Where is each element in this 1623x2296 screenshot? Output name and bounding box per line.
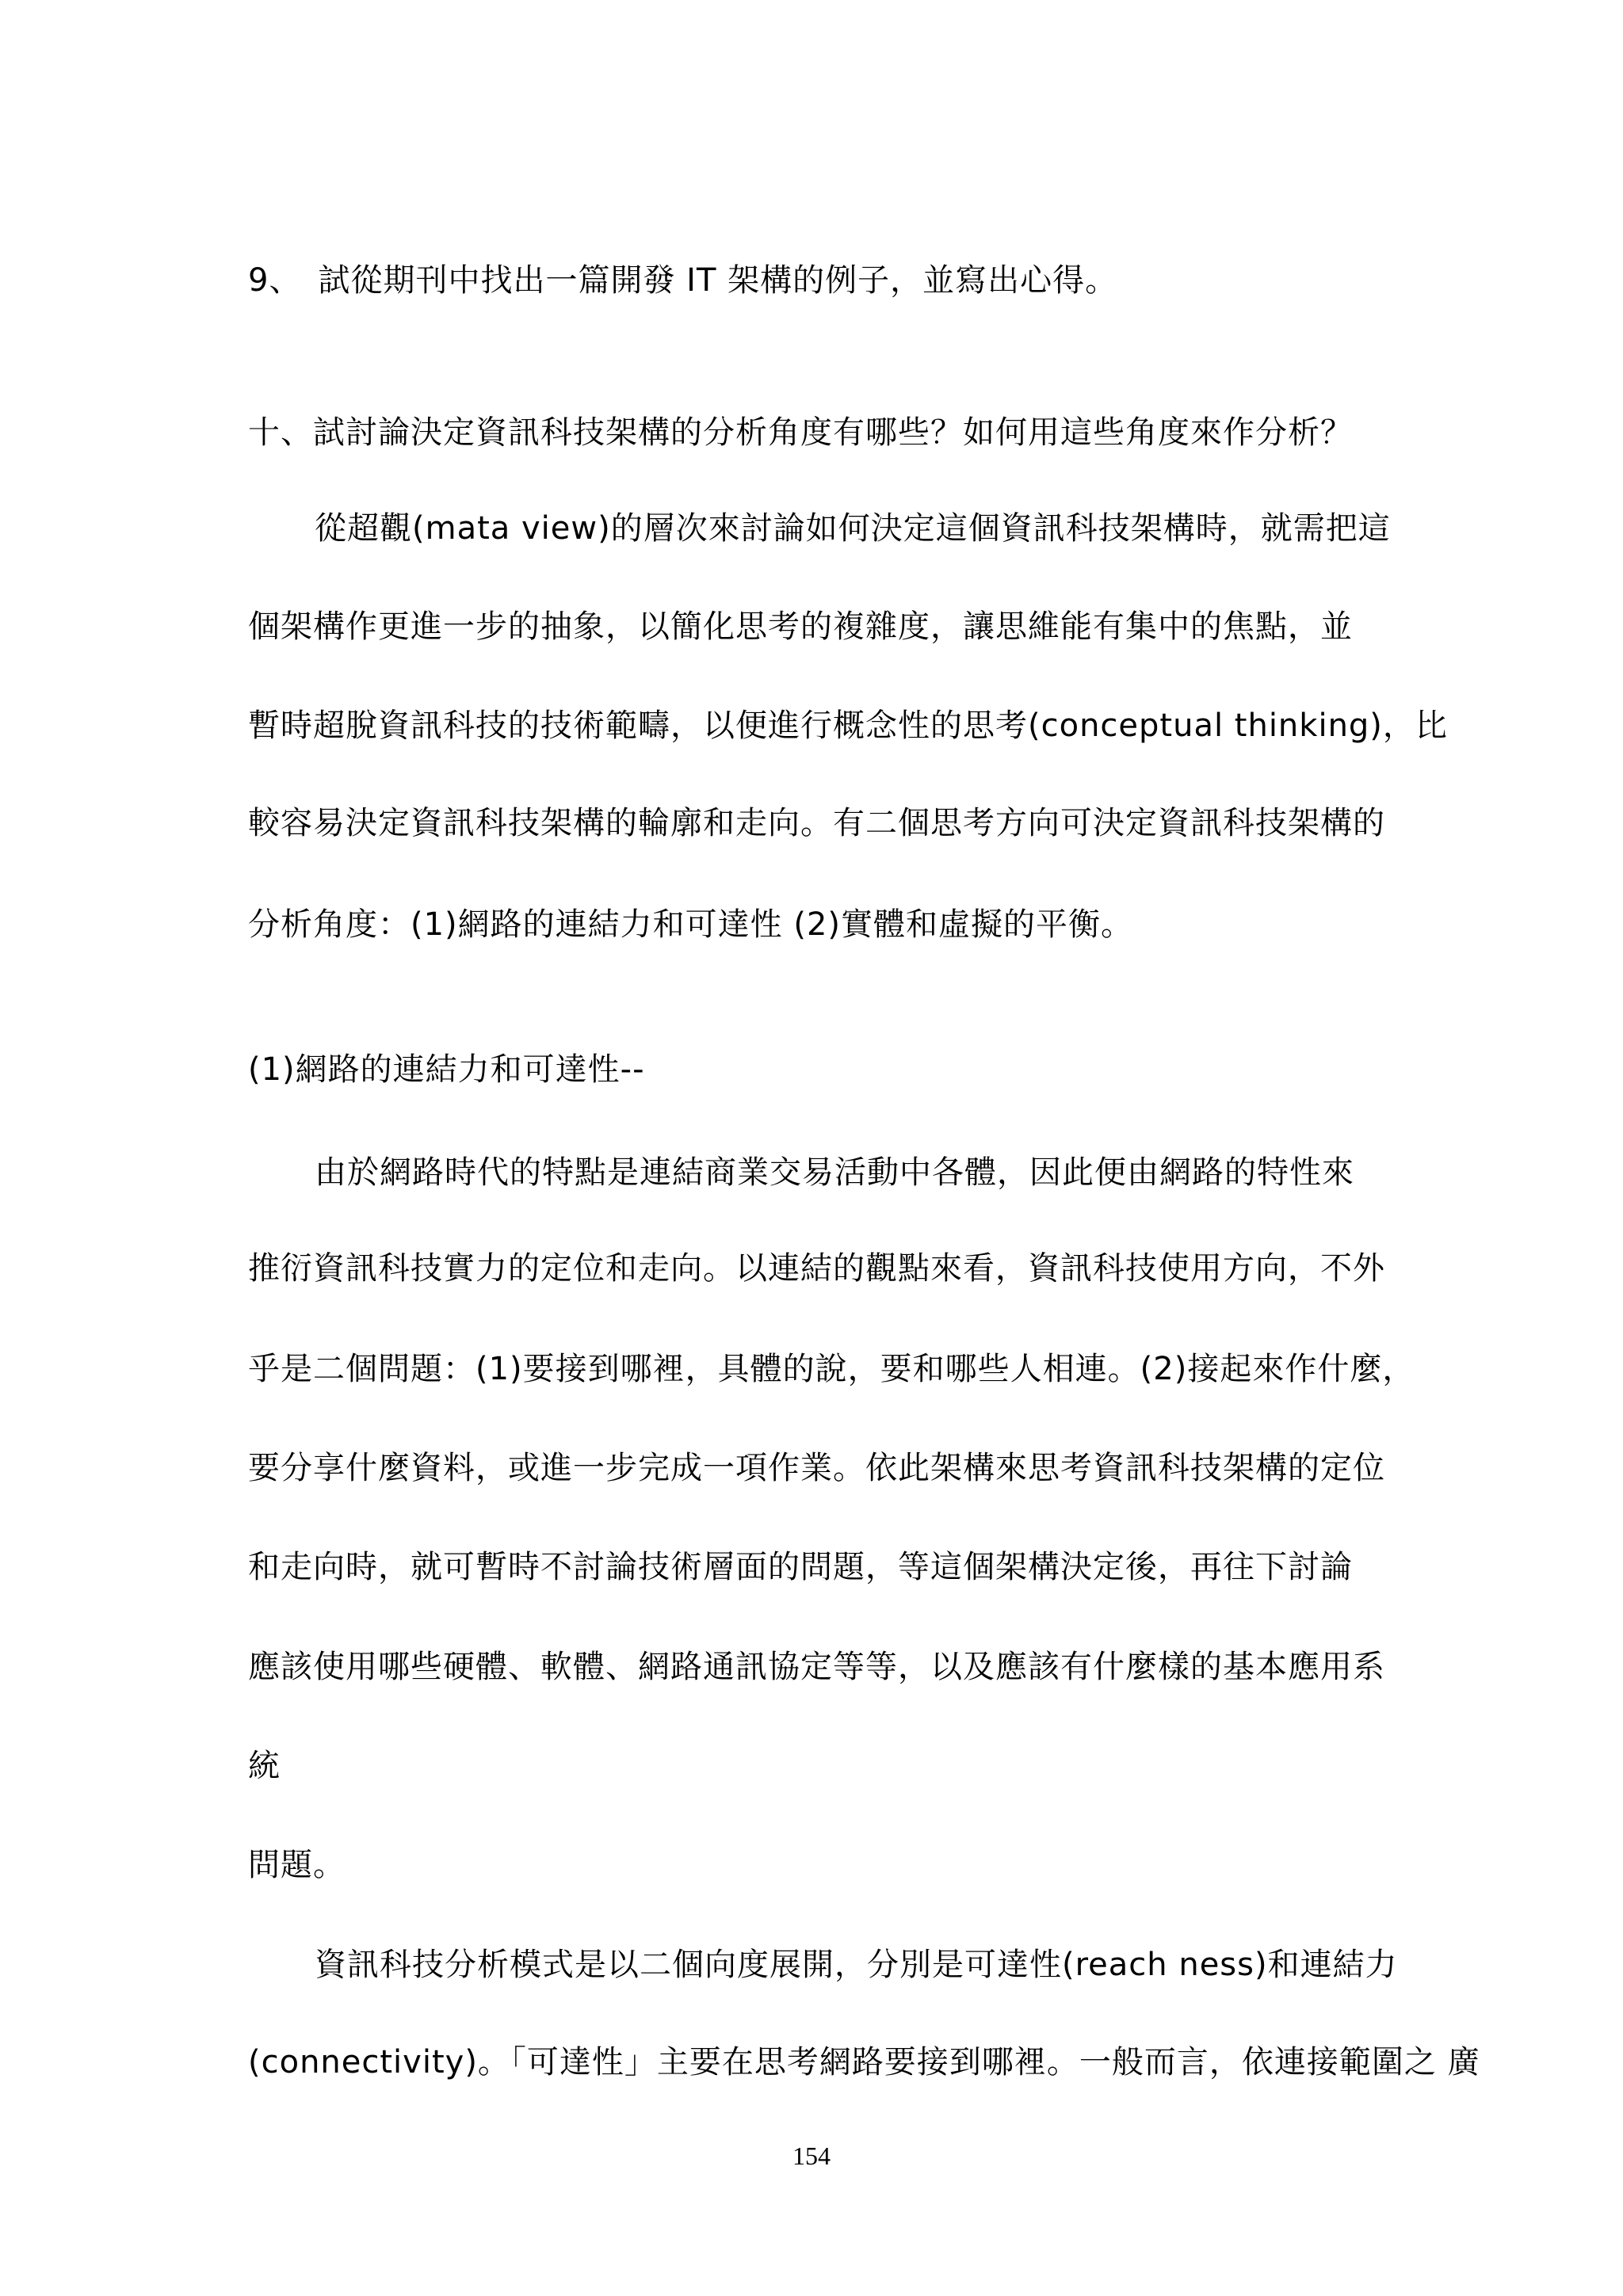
paragraph-line: 推衍資訊科技實力的定位和走向。以連結的觀點來看，資訊科技使用方向，不外 (248, 1250, 1385, 1287)
paragraph-line: 較容易決定資訊科技架構的輪廓和走向。有二個思考方向可決定資訊科技架構的 (248, 805, 1385, 841)
paragraph-line: 個架構作更進一步的抽象，以簡化思考的複雜度，讓思維能有集中的焦點，並 (248, 608, 1353, 645)
paragraph-line: 資訊科技分析模式是以二個向度展開，分別是可達性(reach ness)和連結力 (315, 1947, 1398, 1983)
section-heading: (1)網路的連結力和可達性-- (248, 1051, 645, 1088)
paragraph-line: 由於網路時代的特點是連結商業交易活動中各體，因此便由網路的特性來 (315, 1154, 1354, 1191)
question-9: 9、 試從期刊中找出一篇開發 IT 架構的例子，並寫出心得。 (248, 262, 1118, 299)
paragraph-line: 統 (248, 1748, 281, 1784)
paragraph-line: (connectivity)。「可達性」主要在思考網路要接到哪裡。一般而言，依連接範圍之 廣 (248, 2044, 1480, 2081)
page-number: 154 (792, 2142, 831, 2170)
paragraph-line: 要分享什麼資料，或進一步完成一項作業。依此架構來思考資訊科技架構的定位 (248, 1450, 1385, 1486)
paragraph-line: 分析角度：(1)網路的連結力和可達性 (2)實體和虛擬的平衡。 (248, 906, 1134, 943)
paragraph-line: 從超觀(mata view)的層次來討論如何決定這個資訊科技架構時，就需把這 (315, 510, 1391, 547)
question-10-heading: 十、試討論決定資訊科技架構的分析角度有哪些？如何用這些角度來作分析？ (248, 414, 1353, 451)
paragraph-line: 乎是二個問題：(1)要接到哪裡，具體的說，要和哪些人相連。(2)接起來作什麼， (248, 1351, 1415, 1387)
paragraph-line: 應該使用哪些硬體、軟體、網路通訊協定等等，以及應該有什麼樣的基本應用系 (248, 1649, 1385, 1685)
paragraph-line: 暫時超脫資訊科技的技術範疇，以便進行概念性的思考(conceptual thinking)，比 (248, 707, 1448, 744)
paragraph-line: 和走向時，就可暫時不討論技術層面的問題，等這個架構決定後，再往下討論 (248, 1549, 1353, 1585)
paragraph-line: 問題。 (248, 1847, 346, 1883)
